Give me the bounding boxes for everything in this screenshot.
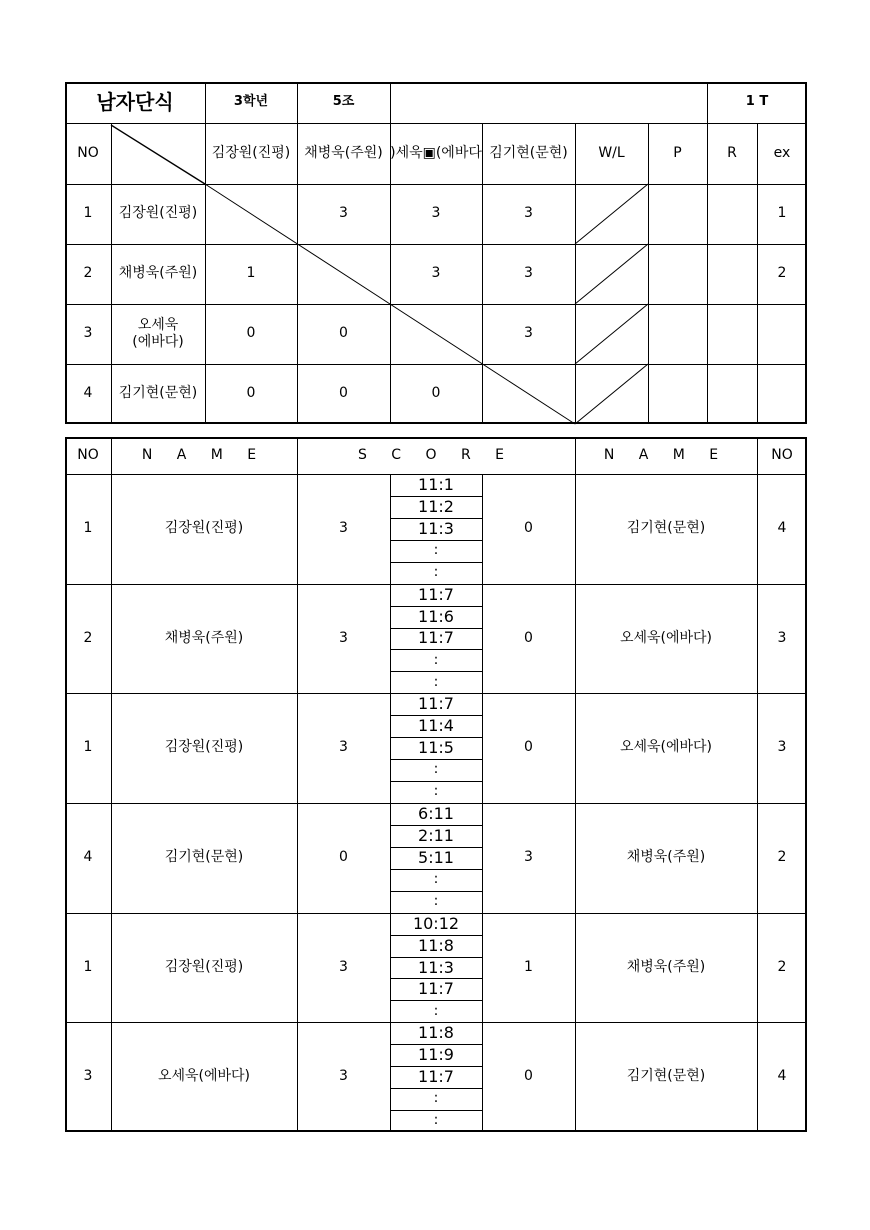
match-player1-no: 4 (83, 849, 93, 866)
group-label: 5조 (332, 94, 355, 110)
set-score: : (433, 542, 439, 558)
set-score: 11:9 (418, 1045, 454, 1065)
league-header-r: R (727, 144, 737, 161)
league-header-player: 김기현(문현) (489, 144, 568, 161)
set-score: : (433, 563, 439, 580)
league-score-cell: 0 (339, 325, 348, 342)
set-score: : (433, 871, 439, 887)
league-score-cell: 0 (339, 385, 348, 402)
league-score-cell: 0 (246, 325, 256, 342)
match-header-name: N A M E (141, 446, 267, 463)
wl-diagonal (575, 364, 648, 424)
league-row-no: 2 (83, 265, 93, 282)
match-player2-name: 오세욱(에바다) (619, 739, 713, 756)
player-club: (에바다) (132, 334, 184, 350)
match-player1-no: 1 (83, 739, 93, 756)
set-score: 11:8 (418, 935, 454, 955)
match-player2-no: 2 (777, 958, 787, 975)
set-score: 11:8 (418, 1023, 454, 1043)
set-score: : (433, 892, 439, 909)
match-player2-no: 4 (777, 520, 787, 537)
set-score: 5:11 (418, 847, 454, 867)
match-header-no2: NO (771, 446, 793, 463)
player-name: 김기현(문현) (118, 385, 198, 402)
wl-diagonal (575, 244, 648, 304)
set-score: 11:7 (418, 694, 454, 714)
set-score: 11:4 (418, 716, 454, 736)
league-header-player: 김장원(진평) (211, 144, 291, 161)
wl-diagonal (575, 184, 648, 244)
set-score: 11:3 (418, 957, 454, 977)
match-player1-score: 3 (339, 1068, 348, 1085)
league-score-cell: 3 (524, 205, 533, 222)
match-player2-score: 3 (524, 849, 533, 866)
match-player1-name: 오세욱(에바다) (157, 1068, 251, 1085)
set-score: 11:7 (418, 979, 454, 999)
league-row-no: 1 (83, 205, 93, 222)
league-score-cell: 3 (524, 265, 533, 282)
league-score-cell: 0 (246, 385, 256, 402)
wl-diagonal (575, 304, 648, 364)
league-row-ex: 1 (777, 205, 787, 222)
match-player1-score: 3 (339, 958, 348, 975)
match-player1-score: 0 (339, 849, 348, 866)
league-score-cell: 3 (431, 205, 441, 222)
league-header-player: 채병욱(주원) (304, 144, 383, 161)
league-header-wl: W/L (598, 144, 625, 161)
league-row-no: 3 (83, 325, 93, 342)
match-player1-score: 3 (339, 629, 348, 646)
match-player2-no: 3 (777, 739, 787, 756)
set-score: : (433, 783, 439, 800)
match-player1-score: 3 (339, 739, 348, 756)
match-player2-score: 0 (524, 629, 533, 646)
match-player2-no: 3 (777, 629, 787, 646)
match-player2-name: 김기현(문현) (626, 520, 706, 537)
match-player2-score: 1 (524, 958, 533, 975)
player-name: 김장원(진평) (118, 205, 198, 222)
match-player1-no: 1 (83, 520, 93, 537)
match-header-name2: N A M E (603, 446, 729, 463)
table-number: 1 T (745, 94, 769, 110)
league-score-cell: 0 (431, 385, 441, 402)
league-row-ex: 2 (777, 265, 787, 282)
match-player2-score: 0 (524, 520, 533, 537)
set-score: 11:7 (418, 584, 454, 604)
match-player1-name: 채병욱(주원) (164, 629, 244, 646)
set-score: : (433, 673, 439, 690)
set-score: 11:6 (418, 606, 454, 626)
match-header-score: S C O R E (357, 446, 515, 463)
event-title: 남자단식 (96, 90, 174, 114)
match-player2-score: 0 (524, 739, 533, 756)
league-header-player: )세욱▣(에바다 (390, 144, 482, 161)
league-score-cell: 3 (524, 325, 533, 342)
match-player1-name: 김장원(진평) (164, 739, 244, 756)
league-score-cell: 1 (246, 265, 256, 282)
set-score: 11:1 (418, 474, 454, 494)
header-corner-diagonal (111, 125, 205, 184)
league-header-ex: ex (773, 144, 791, 161)
set-score: : (433, 1002, 439, 1019)
league-header-no: NO (77, 144, 99, 161)
set-score: : (433, 651, 439, 668)
match-player2-name: 오세욱(에바다) (619, 629, 713, 646)
player-name: 채병욱(주원) (118, 265, 198, 282)
match-header-no: NO (77, 446, 99, 463)
match-player1-name: 김장원(진평) (164, 520, 244, 537)
self-match-diagonal (205, 184, 575, 424)
set-score: 2:11 (418, 825, 454, 845)
match-player1-no: 1 (83, 958, 93, 975)
league-row-no: 4 (83, 385, 93, 402)
set-score: 11:3 (418, 518, 454, 538)
set-score: 6:11 (418, 803, 454, 823)
league-header-p: P (673, 144, 682, 161)
set-score: 11:7 (418, 1067, 454, 1087)
player-name: 오세욱 (137, 316, 179, 333)
match-player2-name: 채병욱(주원) (626, 958, 706, 975)
league-score-cell: 3 (339, 205, 348, 222)
set-score: : (433, 1112, 439, 1129)
match-player2-no: 2 (777, 849, 787, 866)
set-score: 11:2 (418, 496, 454, 516)
grade-label: 3학년 (233, 94, 269, 110)
match-player1-name: 김장원(진평) (164, 958, 244, 975)
match-player1-no: 2 (83, 629, 93, 646)
set-score: 11:5 (418, 738, 454, 758)
set-score: 10:12 (412, 913, 460, 933)
set-score: 11:7 (418, 628, 454, 648)
match-player1-name: 김기현(문현) (164, 849, 244, 866)
match-player1-score: 3 (339, 520, 348, 537)
league-score-cell: 3 (431, 265, 441, 282)
set-score: : (433, 761, 439, 778)
match-player2-name: 채병욱(주원) (626, 849, 706, 866)
match-player2-name: 김기현(문현) (626, 1068, 706, 1085)
match-player2-no: 4 (777, 1068, 787, 1085)
match-player1-no: 3 (83, 1068, 93, 1085)
match-player2-score: 0 (524, 1068, 533, 1085)
set-score: : (433, 1090, 439, 1107)
